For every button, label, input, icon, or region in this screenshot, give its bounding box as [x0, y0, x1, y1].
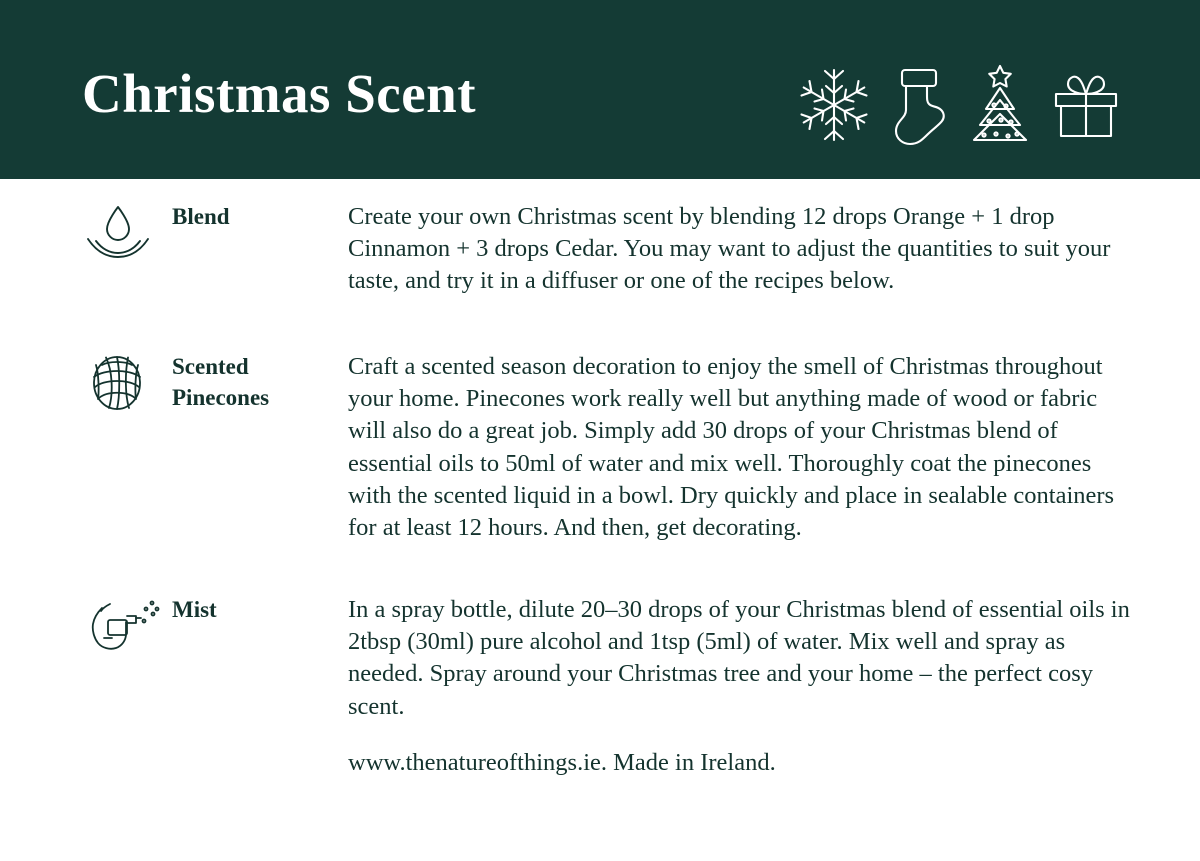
- snowflake-icon: [796, 65, 872, 145]
- header-icon-group: [796, 62, 1122, 148]
- section-body-blend: Create your own Christmas scent by blending 12 drops Orange + 1 drop Cinnamon + 3 drops Cedar. You may want to adjust the quantities to suit your taste, and try it in a diffuser or one of the recipes below.: [348, 203, 1111, 295]
- pinecone-icon: [82, 351, 154, 411]
- section-label-mist: Mist: [172, 597, 217, 622]
- footer-website-note: www.thenatureofthings.ie. Made in Ireland.: [348, 749, 776, 776]
- stocking-icon: [890, 64, 950, 146]
- christmas-tree-icon: [968, 62, 1032, 148]
- section-label-scented-pinecones: Scented Pinecones: [172, 354, 270, 410]
- section-label-blend: Blend: [172, 204, 230, 229]
- section-blend: [0, 201, 1200, 341]
- instructions-content: [0, 179, 1200, 861]
- section-scented-pinecones: [0, 351, 1200, 631]
- spray-bottle-icon: [82, 594, 154, 654]
- gift-icon: [1050, 70, 1122, 140]
- header-banner: [0, 0, 1200, 179]
- section-mist: [0, 594, 1200, 744]
- droplet-icon: [82, 201, 154, 261]
- section-body-mist: In a spray bottle, dilute 20–30 drops of your Christmas blend of essential oils in 2tbsp (30ml) pure alcohol and 1tsp (5ml) of water. Mix well and spray as needed. Spray around your Christmas tree and your home – the perfect cosy scent.: [348, 596, 1130, 720]
- page-title: Christmas Scent: [82, 63, 477, 124]
- section-body-scented-pinecones: Craft a scented season decoration to enjoy the smell of Christmas throughout your home. Pinecones work really well but anything made of wood or fabric will also do a great job. Simply add 30 drops of your Christmas blend of essential oils to 50ml of water and mix well. Thoroughly coat the pinecones with the scented liquid in a bowl. Dry quickly and place in sealable containers for at least 12 hours. And then, get decorating.: [348, 353, 1115, 542]
